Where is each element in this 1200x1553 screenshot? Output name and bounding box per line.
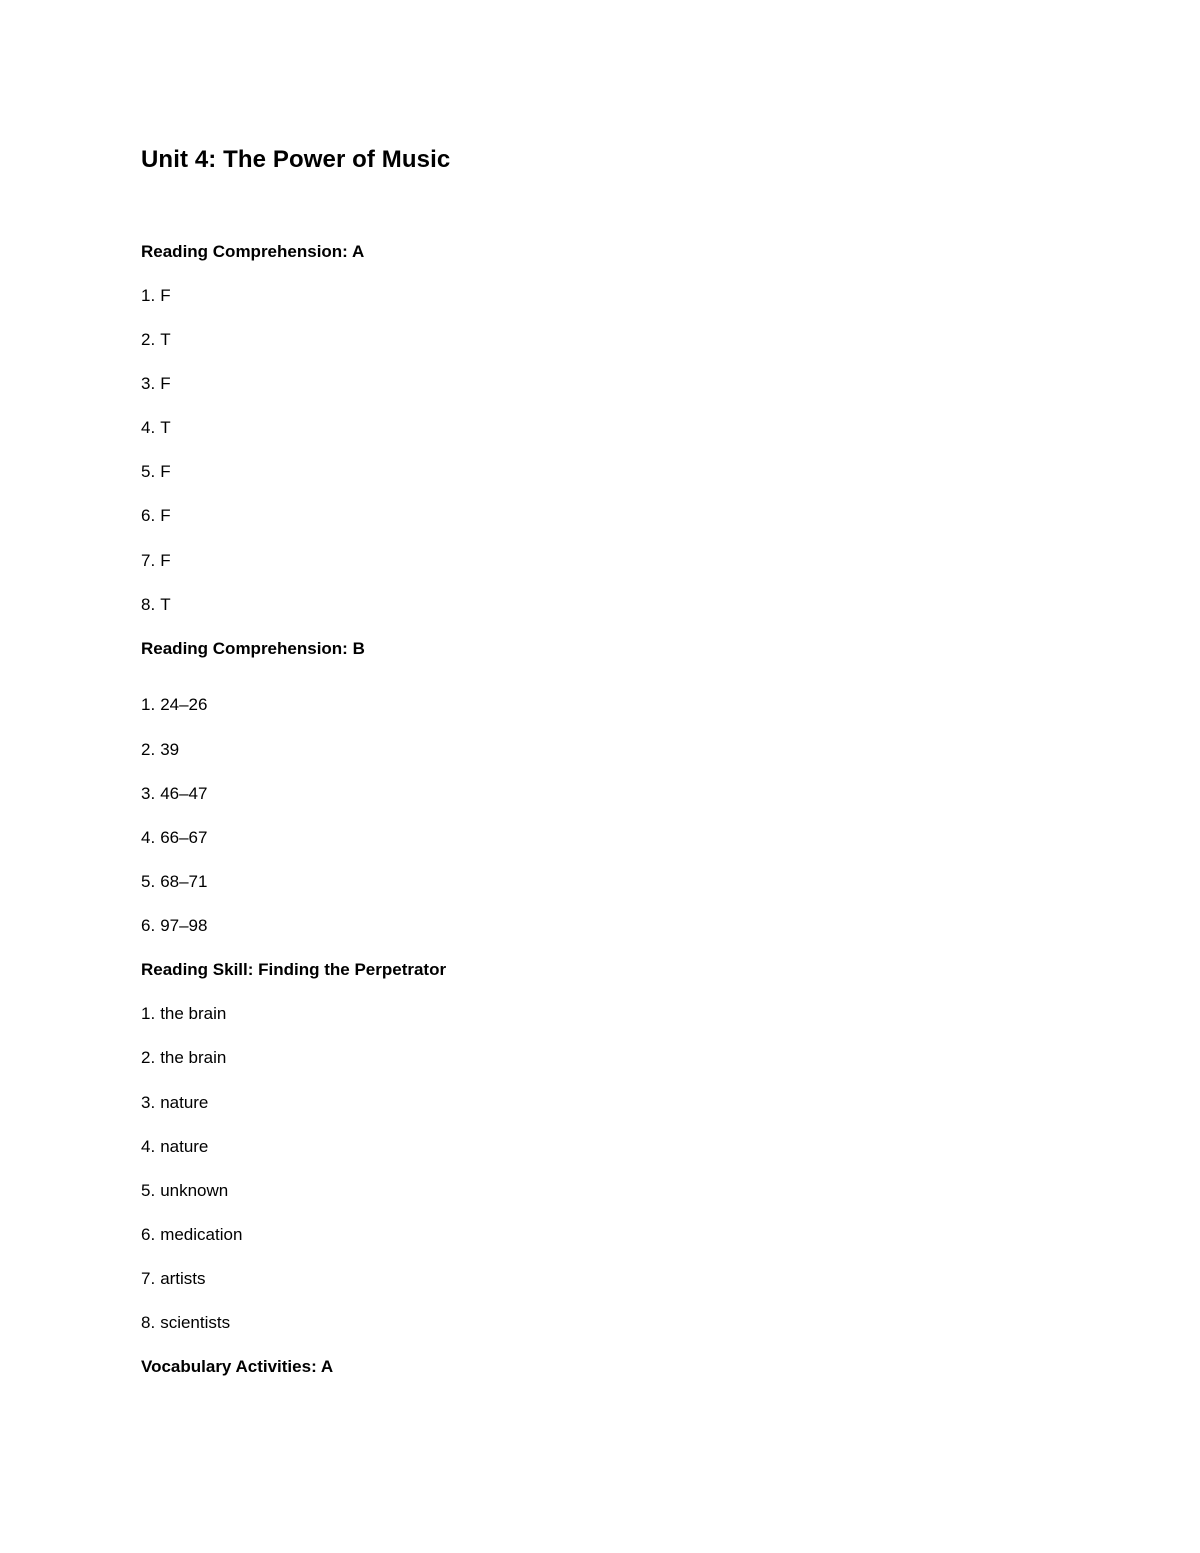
item-answer: artists [160, 1269, 206, 1288]
list-item [141, 826, 207, 850]
list-item [141, 328, 171, 352]
list-item [141, 1311, 230, 1335]
list-item [141, 1091, 208, 1115]
item-number: 1. [141, 286, 156, 305]
item-answer: medication [160, 1225, 243, 1244]
list-item [141, 914, 207, 938]
item-number: 2. [141, 740, 156, 759]
item-number: 2. [141, 1048, 156, 1067]
item-answer: 68–71 [160, 872, 208, 891]
item-answer: F [160, 286, 171, 305]
item-answer: T [160, 595, 171, 614]
list-item [141, 372, 171, 396]
list-item [141, 460, 171, 484]
item-number: 4. [141, 1137, 156, 1156]
item-answer: the brain [160, 1048, 227, 1067]
item-answer: T [160, 418, 171, 437]
item-number: 3. [141, 374, 156, 393]
list-item [141, 593, 171, 617]
item-number: 1. [141, 695, 156, 714]
list-item [141, 738, 179, 762]
list-item [141, 693, 207, 717]
item-number: 6. [141, 916, 156, 935]
item-number: 3. [141, 784, 156, 803]
item-answer: F [160, 374, 171, 393]
item-number: 2. [141, 330, 156, 349]
item-number: 5. [141, 462, 156, 481]
item-number: 1. [141, 1004, 156, 1023]
section-heading-reading-comprehension-a: Reading Comprehension: A [141, 242, 365, 261]
item-answer: scientists [160, 1313, 231, 1332]
item-number: 6. [141, 506, 156, 525]
item-answer: 39 [160, 740, 180, 759]
section-heading-reading-comprehension-b: Reading Comprehension: B [141, 639, 365, 658]
item-answer: 97–98 [160, 916, 208, 935]
item-number: 6. [141, 1225, 156, 1244]
list-item [141, 870, 207, 894]
item-answer: the brain [160, 1004, 227, 1023]
page-title: Unit 4: The Power of Music [141, 146, 451, 173]
item-number: 8. [141, 595, 156, 614]
section-heading-reading-skill: Reading Skill: Finding the Perpetrator [141, 960, 447, 979]
list-item [141, 504, 171, 528]
list-item [141, 284, 171, 308]
section-heading-vocabulary-activities-a: Vocabulary Activities: A [141, 1357, 334, 1376]
list-item [141, 1223, 242, 1247]
item-answer: nature [160, 1137, 209, 1156]
list-item [141, 1179, 228, 1203]
item-answer: F [160, 506, 171, 525]
item-number: 4. [141, 828, 156, 847]
item-answer: unknown [160, 1181, 229, 1200]
list-item [141, 1046, 226, 1070]
item-number: 7. [141, 1269, 156, 1288]
item-answer: 46–47 [160, 784, 208, 803]
item-number: 5. [141, 1181, 156, 1200]
item-answer: F [160, 462, 171, 481]
item-answer: T [160, 330, 171, 349]
item-number: 8. [141, 1313, 156, 1332]
item-number: 5. [141, 872, 156, 891]
list-item [141, 416, 171, 440]
item-answer: nature [160, 1093, 209, 1112]
item-number: 4. [141, 418, 156, 437]
list-item [141, 782, 207, 806]
item-answer: F [160, 551, 171, 570]
item-number: 7. [141, 551, 156, 570]
list-item [141, 1267, 206, 1291]
list-item [141, 1002, 226, 1026]
item-answer: 66–67 [160, 828, 208, 847]
list-item [141, 549, 171, 573]
list-item [141, 1135, 208, 1159]
item-number: 3. [141, 1093, 156, 1112]
item-answer: 24–26 [160, 695, 208, 714]
